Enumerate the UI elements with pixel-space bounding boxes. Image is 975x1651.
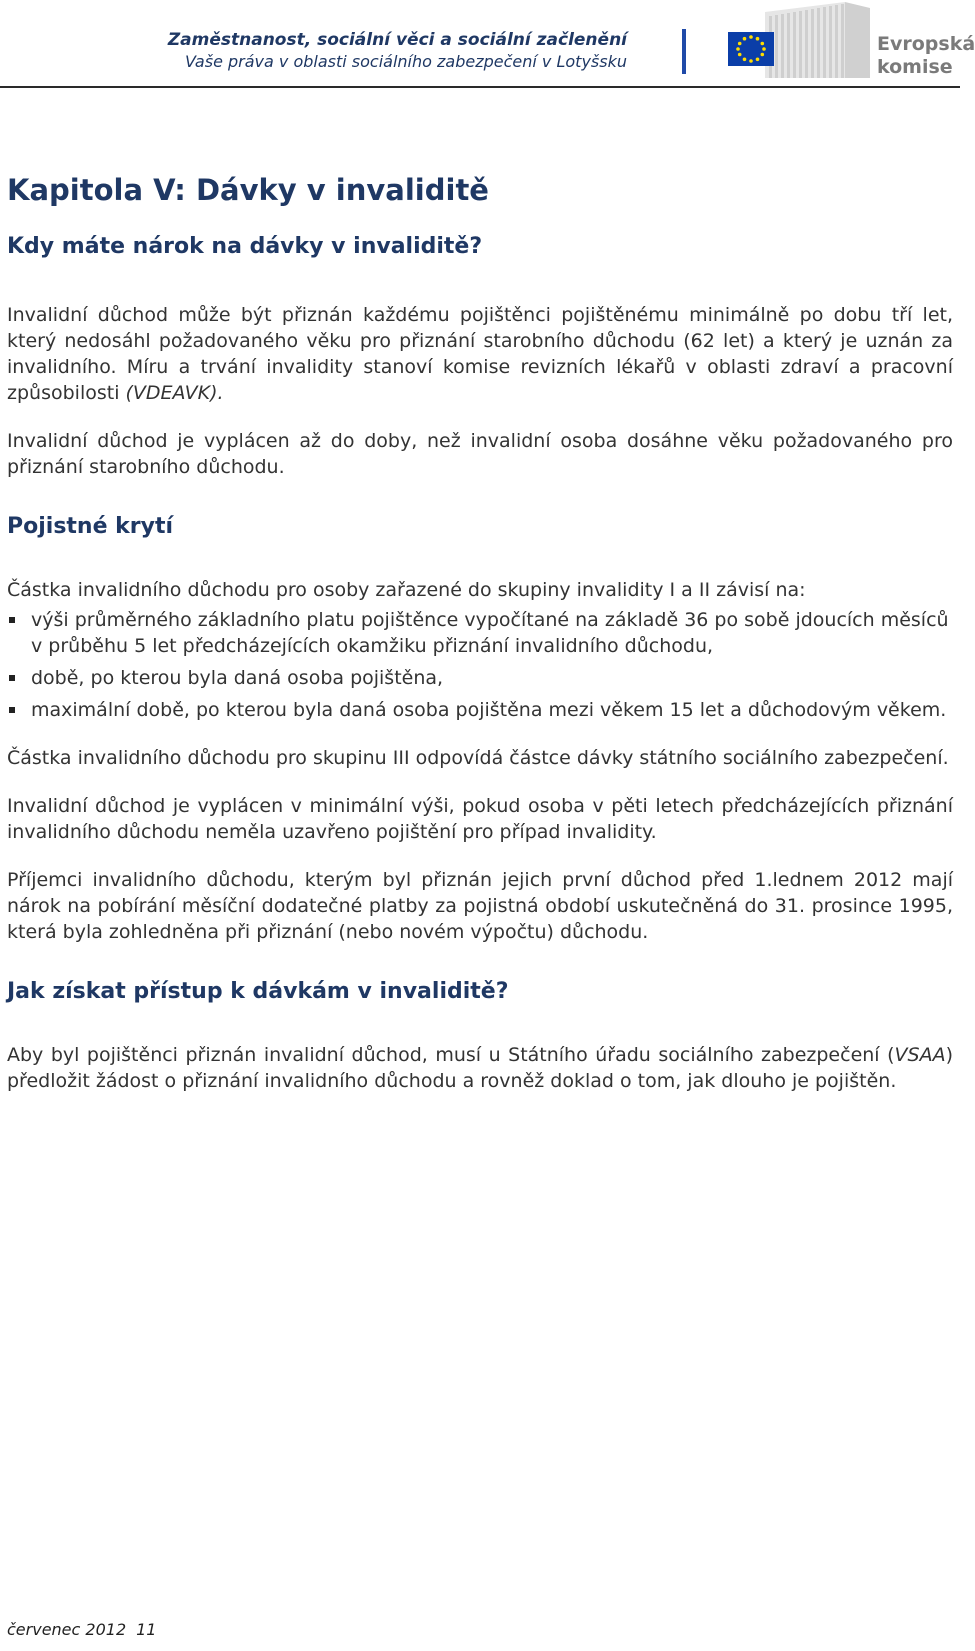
page-number: 11 [136, 1620, 157, 1639]
access-paragraph [7, 1042, 953, 1094]
chapter-title: Kapitola V: Dávky v invaliditě [7, 173, 489, 207]
section-heading-coverage: Pojistné krytí [7, 514, 174, 539]
berlaymont-building-icon [765, 2, 870, 78]
entitlement-paragraph-2: Invalidní důchod je vyplácen až do doby, než invalidní osoba dosáhne věku požadovaného pro přiznání starobního důchodu. [7, 430, 953, 478]
eu-flag-icon [728, 32, 774, 66]
section-heading-entitlement: Kdy máte nárok na dávky v invaliditě? [7, 234, 483, 259]
entitlement-paragraph-1 [7, 302, 953, 406]
coverage-bullet-list [7, 607, 953, 723]
logo-wordmark [877, 33, 975, 79]
coverage-minimum-paragraph: Invalidní důchod je vyplácen v minimální výši, pokud osoba v pěti letech předcházejících přiznání invalidního důchodu neměla uzavřeno pojištění pro případ invalidity. [7, 795, 953, 843]
vsaa-abbreviation: VSAA [894, 1044, 946, 1066]
header-title: Zaměstnanost, sociální věci a sociální začlenění [167, 30, 627, 50]
list-item: maximální době, po kterou byla daná osoba pojištěna mezi věkem 15 let a důchodovým věkem. [7, 697, 953, 723]
list-item: výši průměrného základního platu pojištěnce vypočítané na základě 36 po sobě jdoucích měsíců v průběhu 5 let předcházejících okamžiku přiznání invalidního důchodu, [7, 607, 953, 659]
footer-date: červenec 2012 [7, 1620, 127, 1639]
page-content [7, 170, 953, 1094]
header-divider [682, 29, 686, 74]
header-text [168, 30, 627, 72]
logo-line-1: Evropská [877, 33, 975, 55]
header-rule [0, 86, 960, 88]
coverage-intro: Částka invalidního důchodu pro osoby zařazené do skupiny invalidity I a II závisí na: [7, 579, 806, 601]
entitlement-text: Invalidní důchod může být přiznán každému pojištěnci pojištěnému minimálně po dobu tří let, který nedosáhl požadovaného věku pro přiznání starobního důchodu (62 let) a který je uznán za invalidního. Míru a trvání invalidity stanoví komise revizních lékařů v oblasti zdraví a pracovní způsobilosti [7, 304, 953, 404]
access-text-a: Aby byl pojištěnci přiznán invalidní důchod, musí u Státního úřadu sociálního zabezpečení ( [7, 1044, 895, 1066]
vdeavk-abbreviation: (VDEAVK). [125, 382, 224, 404]
coverage-group3-paragraph: Částka invalidního důchodu pro skupinu III odpovídá částce dávky státního sociálního zabezpečení. [7, 747, 949, 769]
page-footer [7, 1620, 156, 1639]
logo-line-2: komise [877, 56, 953, 78]
section-heading-access: Jak získat přístup k dávkám v invaliditě? [7, 979, 509, 1004]
access-text-b: ) předložit žádost o přiznání invalidního důchodu a rovněž doklad o tom, jak dlouho je pojištěn. [7, 1044, 953, 1092]
coverage-recipients-paragraph: Příjemci invalidního důchodu, kterým byl přiznán jejich první důchod před 1.lednem 2012 mají nárok na pobírání měsíční dodatečné platby za pojistná období uskutečněná do 31. prosince 1995, která byla zohledněna při přiznání (nebo novém výpočtu) důchodu. [7, 869, 953, 943]
header-subtitle: Vaše práva v oblasti sociálního zabezpečení v Lotyšsku [185, 52, 627, 71]
page-header [0, 0, 975, 90]
list-item: době, po kterou byla daná osoba pojištěna, [7, 665, 953, 691]
